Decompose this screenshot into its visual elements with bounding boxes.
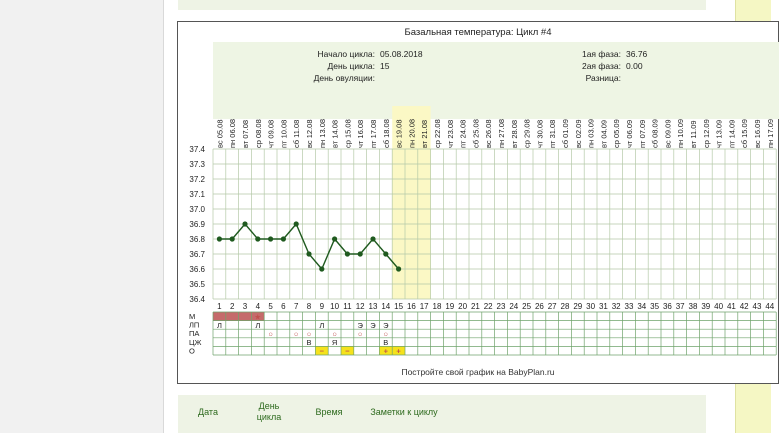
day-number: 15 [394,302,404,311]
temperature-point[interactable] [383,251,388,256]
date-label: пн 13.08 [317,118,327,148]
day-number: 9 [319,302,325,311]
y-tick-label: 36.5 [189,280,205,289]
day-number: 17 [419,302,429,311]
y-tick-label: 37.2 [189,175,205,184]
day-number: 11 [343,302,352,311]
date-label: пн 10.09 [676,118,686,148]
date-label: чт 16.08 [356,119,366,148]
cycle-table-header [178,395,706,433]
observation-mark: ○ [332,329,337,339]
date-label: вт 04.09 [599,119,609,148]
day-number: 7 [293,302,299,311]
date-label: чт 09.08 [266,119,276,148]
date-label: сб 08.09 [650,119,660,148]
temperature-point[interactable] [319,266,324,271]
menstruation-cell [226,312,239,321]
day-number: 34 [637,302,647,311]
observation-mark: Э [357,320,363,330]
observation-row-label: ПА [189,329,200,339]
day-number: 24 [509,302,519,311]
day-number: 14 [381,302,391,311]
date-label: пн 06.08 [228,118,238,148]
temperature-point[interactable] [396,266,401,271]
day-number: 21 [470,302,480,311]
temperature-point[interactable] [345,251,350,256]
day-number: 43 [752,302,762,311]
observation-mark: ○ [306,329,312,339]
observation-mark: Я [331,338,338,348]
date-label: сб 11.08 [292,119,302,148]
observation-row-label: ЛП [189,320,200,330]
day-number: 36 [662,302,672,311]
date-label: чт 13.09 [714,119,724,148]
observation-mark: Э [383,320,389,330]
observation-mark: − [319,346,324,356]
observation-mark: Л [216,320,222,330]
left-sidebar [0,0,163,433]
date-label: вт 07.08 [241,119,250,148]
temperature-point[interactable] [255,236,260,241]
info-label: День цикла: [327,61,375,71]
date-label: сб 15.09 [740,119,750,148]
day-number: 35 [650,302,660,311]
date-label: вс 09.09 [663,119,673,148]
info-value: 0.00 [626,61,643,71]
column-date: Дата [198,407,218,417]
day-number: 41 [726,302,736,311]
menstruation-cell [213,312,226,321]
temperature-point[interactable] [268,236,273,241]
date-label: вс 05.08 [215,119,225,148]
temperature-point[interactable] [332,236,337,241]
date-label: вт 21.08 [420,119,430,148]
column-cycle-notes: Заметки к циклу [370,407,438,417]
day-number: 13 [368,302,378,311]
observation-mark: Л [319,320,325,330]
day-number: 33 [624,302,634,311]
temperature-point[interactable] [306,251,311,256]
observation-mark: Л [255,320,261,330]
chart-info-panel [213,42,779,119]
day-number: 22 [483,302,493,311]
day-number: 2 [229,302,235,311]
date-label: ср 29.08 [522,119,532,148]
date-label: ср 15.08 [343,119,353,148]
menstruation-cell [239,312,252,321]
day-number: 26 [534,302,544,311]
date-label: сб 18.08 [381,119,391,148]
temperature-point[interactable] [370,236,375,241]
y-tick-label: 36.7 [189,250,205,259]
bbt-chart-frame [177,21,779,384]
day-number: 44 [765,302,775,311]
y-tick-label: 36.6 [189,265,205,274]
info-label: Начало цикла: [317,49,375,59]
info-label: День овуляции: [313,73,375,83]
date-label: чт 30.08 [535,119,545,148]
day-number: 10 [330,302,340,311]
y-tick-label: 36.9 [189,220,205,229]
day-number: 5 [268,302,273,311]
y-tick-label: 37.3 [189,160,205,169]
date-label: ср 05.09 [612,119,622,148]
y-tick-label: 37.1 [189,190,205,199]
bbt-chart [178,22,778,383]
day-number: 38 [688,302,698,311]
date-label: ср 12.09 [701,119,711,148]
day-number: 20 [458,302,468,311]
observation-mark: ★ [254,312,262,322]
day-number: 40 [714,302,724,311]
day-number: 12 [355,302,365,311]
date-label: вс 12.08 [305,119,314,148]
day-number: 29 [573,302,583,311]
y-tick-label: 36.8 [189,235,205,244]
day-number: 32 [611,302,621,311]
date-label: пн 27.08 [497,118,506,148]
date-label: сб 01.09 [561,119,570,148]
day-number: 6 [281,302,286,311]
observation-mark: В [306,338,312,348]
temperature-line [219,224,398,269]
temperature-point[interactable] [217,236,222,241]
observation-row-label: ЦЖ [189,337,202,347]
temperature-point[interactable] [358,251,363,256]
date-label: вт 28.08 [509,119,519,148]
date-label: вт 14.08 [330,119,340,148]
day-number: 1 [217,302,222,311]
info-label: 1ая фаза: [581,49,621,59]
day-number: 8 [306,302,312,311]
date-label: пт 10.08 [279,119,289,148]
date-label: вс 26.08 [484,119,494,148]
info-value: 36.76 [626,49,648,59]
day-number: 28 [560,302,570,311]
observation-mark: В [383,338,389,348]
temperature-point[interactable] [242,221,247,226]
chart-footer-link: Постройте свой график на BabyPlan.ru [401,367,555,377]
day-number: 4 [255,302,261,311]
observation-mark: ○ [268,329,273,339]
observation-mark: + [383,346,388,356]
temperature-point[interactable] [281,236,286,241]
date-label: вс 02.09 [573,119,583,148]
date-label: пт 14.09 [727,119,737,148]
day-number: 27 [547,302,557,311]
day-number: 30 [586,302,596,311]
day-number: 23 [496,302,506,311]
date-label: вс 16.09 [753,119,762,148]
info-value: 15 [380,61,390,71]
day-number: 19 [445,302,455,311]
day-number: 25 [522,302,532,311]
observation-mark: + [396,346,401,356]
observation-mark: Э [370,320,376,330]
date-label: пн 03.09 [586,118,596,148]
day-number: 18 [432,302,442,311]
date-label: чт 23.08 [445,119,455,148]
y-tick-label: 36.4 [189,295,205,304]
top-panel-strip [178,0,706,10]
observation-mark: ○ [357,329,363,339]
chart-title: Базальная температура: Цикл #4 [404,27,552,38]
date-label: пт 31.08 [548,119,558,148]
day-number: 37 [675,302,685,311]
day-number: 42 [739,302,749,311]
date-label: пт 07.09 [637,119,647,148]
sidebar-border [163,0,164,433]
day-number: 3 [242,302,248,311]
date-label: чт 06.09 [625,119,634,148]
date-label: вт 11.09 [689,120,698,148]
date-label: ср 08.08 [253,119,263,148]
date-label: пт 24.08 [458,119,468,148]
date-label: ср 22.08 [433,119,442,148]
info-label: 2ая фаза: [581,61,621,71]
date-label: сб 25.08 [471,119,481,148]
observation-mark: − [345,346,350,356]
column-time: Время [315,407,343,417]
day-number: 16 [406,302,416,311]
date-label: пн 17.09 [765,118,775,148]
y-tick-label: 37.4 [189,145,205,154]
date-label: пт 17.08 [369,119,378,148]
date-label: пн 20.08 [407,118,417,148]
observation-mark: ○ [293,329,299,339]
date-label: вс 19.08 [394,119,404,148]
observation-mark: ○ [383,329,389,339]
observation-row-label: М [189,312,196,321]
temperature-point[interactable] [230,236,235,241]
temperature-point[interactable] [294,221,299,226]
y-tick-label: 37.0 [189,205,205,214]
observation-row-label: О [189,346,195,356]
info-value: 05.08.2018 [380,49,423,59]
day-number: 39 [701,302,711,311]
day-number: 31 [598,302,608,311]
info-label: Разница: [585,73,621,83]
column-cycle-day: День цикла [256,401,282,422]
